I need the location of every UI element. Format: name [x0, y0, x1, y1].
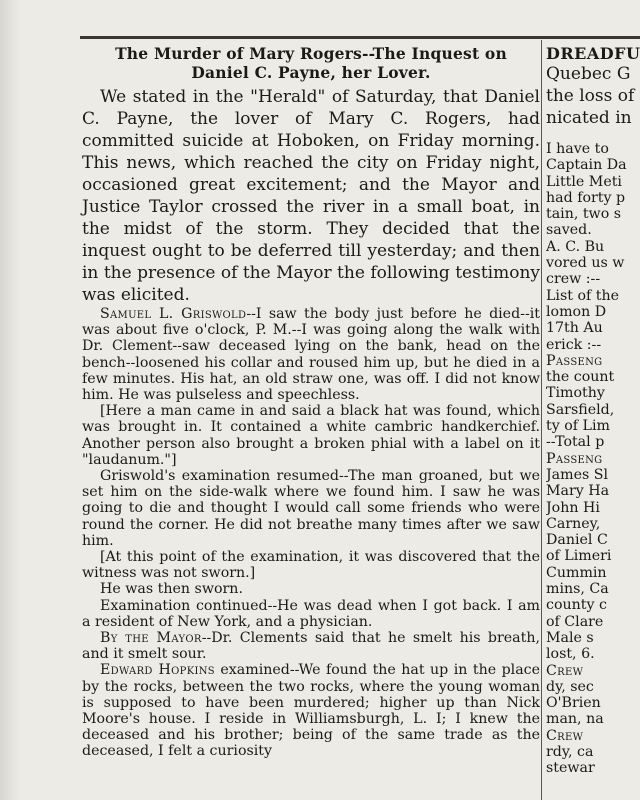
adjacent-block-g	[546, 728, 640, 777]
adjacent-line: nicated in	[546, 108, 632, 128]
adjacent-line: James Sl	[546, 466, 609, 483]
adjacent-block-a	[546, 141, 640, 239]
witness-name: Edward Hopkins	[100, 662, 215, 679]
adjacent-line: county c	[546, 597, 607, 614]
adjacent-line: Passeng	[546, 352, 603, 369]
adjacent-line: Quebec G	[546, 64, 631, 84]
adjacent-block-e	[546, 451, 640, 663]
bracket-note-hat: [Here a man came in and said a black hat was found, which was brought in. It contained a white cambric handkerchief. Another person also brought a broken phial with a label on it "laudanum."]	[82, 403, 540, 468]
adjacent-block-large	[546, 63, 640, 129]
mayor-question	[82, 630, 540, 662]
mayor-label: By the Mayor	[100, 630, 202, 647]
adjacent-line: Passeng	[546, 450, 603, 467]
adjacent-block-f	[546, 663, 640, 728]
adjacent-line: List of the	[546, 287, 619, 304]
column-divider	[541, 40, 542, 800]
page-fold-edge	[0, 0, 23, 800]
testimony-text: --I saw the body just before he died--it was about five o'clock, P. M.--I was going along the walk with Dr. Clement--saw deceased lying on the bank, head on the bench--loosened his collar and roused him up, but he died in a few minutes. His hat, an old straw one, was off. I did not know him. He was pulseless and speechless.	[82, 306, 540, 404]
article-headline	[82, 44, 540, 82]
adjacent-line: O'Brien	[546, 695, 601, 712]
article-column	[82, 44, 540, 760]
adjacent-line: of Limeri	[546, 548, 612, 565]
adjacent-line: Daniel C	[546, 532, 608, 549]
adjacent-line: I have to	[546, 141, 609, 157]
adjacent-line: Little Meti	[546, 173, 622, 190]
adjacent-line: the count	[546, 369, 615, 386]
examination-continued: Examination continued--He was dead when I got back. I am a resident of New York, and a physician.	[82, 597, 540, 630]
testimony-text: examined--We found the hat up in the place by the rocks, between the two rocks, where the young woman is supposed to have been murdered; higher up than Nick Moore's house. I reside in Williamsburgh, L. I; I knew the deceased and his brother; being of the same trade as the deceased, I felt a curiosity	[82, 662, 540, 760]
adjacent-line: John Hi	[546, 499, 600, 516]
adjacent-line: rdy, ca	[546, 743, 594, 760]
headline-line-1: The Murder of Mary Rogers--The Inquest on	[115, 44, 507, 63]
adjacent-line: mins, Ca	[546, 581, 609, 598]
adjacent-line: 17th Au	[546, 320, 603, 337]
mayor-text: --Dr. Clements said that he smelt his breath, and it smelt sour.	[82, 630, 540, 663]
adjacent-line: ty of Lim	[546, 418, 610, 435]
sworn-line: He was then sworn.	[100, 581, 243, 598]
witness-name: Samuel L. Griswold	[100, 306, 247, 322]
adjacent-line: man, na	[546, 711, 604, 728]
adjacent-line: vored us w	[546, 255, 625, 272]
adjacent-block-b	[546, 239, 640, 288]
griswold-resumed: Griswold's examination resumed--The man groaned, but we set him on the side-walk where we found him. I saw he was going to die and thought I would call some friends who were round the corner. He did not breathe many times after we saw him.	[82, 468, 540, 549]
adjacent-line: lomon D	[546, 303, 607, 320]
adjacent-line: erick :--	[546, 336, 602, 353]
adjacent-line: Carney,	[546, 515, 601, 532]
adjacent-line: Mary Ha	[546, 483, 610, 500]
adjacent-line: --Total p	[546, 434, 605, 451]
testimony-hopkins	[82, 662, 540, 759]
adjacent-line: tain, two s	[546, 206, 622, 223]
adjacent-line: stewar	[546, 760, 595, 777]
adjacent-line: Captain Da	[546, 157, 627, 174]
adjacent-line: dy, sec	[546, 678, 594, 695]
adjacent-column	[546, 44, 640, 777]
adjacent-line: lost, 6.	[546, 646, 595, 663]
adjacent-line: Male s	[546, 629, 594, 646]
top-rule	[80, 36, 640, 39]
intro-paragraph: We stated in the "Herald" of Saturday, that Daniel C. Payne, the lover of Mary C. Rogers, had committed suicide at Hoboken, on Friday morning. This news, which reached the city on Friday night, occasioned great excitement; and the Mayor and Justice Taylor crossed the river in a small boat, in the midst of the storm. They decided that the inquest ought to be deferred till yesterday; and then in the presence of the Mayor the following testimony was elicited.	[82, 87, 540, 305]
adjacent-line: of Clare	[546, 613, 604, 630]
adjacent-line: Crew	[546, 727, 584, 744]
adjacent-line: the loss of	[546, 86, 635, 106]
testimony-griswold	[82, 306, 540, 403]
adjacent-line: saved.	[546, 222, 592, 239]
adjacent-line: Crew	[546, 662, 584, 679]
adjacent-line: A. C. Bu	[546, 238, 605, 255]
adjacent-line: Cummin	[546, 564, 607, 581]
headline-line-2: Daniel C. Payne, her Lover.	[191, 63, 431, 82]
adjacent-line: had forty p	[546, 189, 626, 206]
adjacent-headline: DREADFU	[546, 44, 640, 63]
adjacent-block-c	[546, 288, 640, 353]
adjacent-line: Sarsfield,	[546, 401, 615, 418]
adjacent-block-d	[546, 353, 640, 451]
adjacent-line: crew :--	[546, 271, 601, 288]
bracket-note-sworn: [At this point of the examination, it was discovered that the witness was not sworn.]	[82, 549, 540, 582]
adjacent-line: Timothy	[546, 385, 605, 402]
